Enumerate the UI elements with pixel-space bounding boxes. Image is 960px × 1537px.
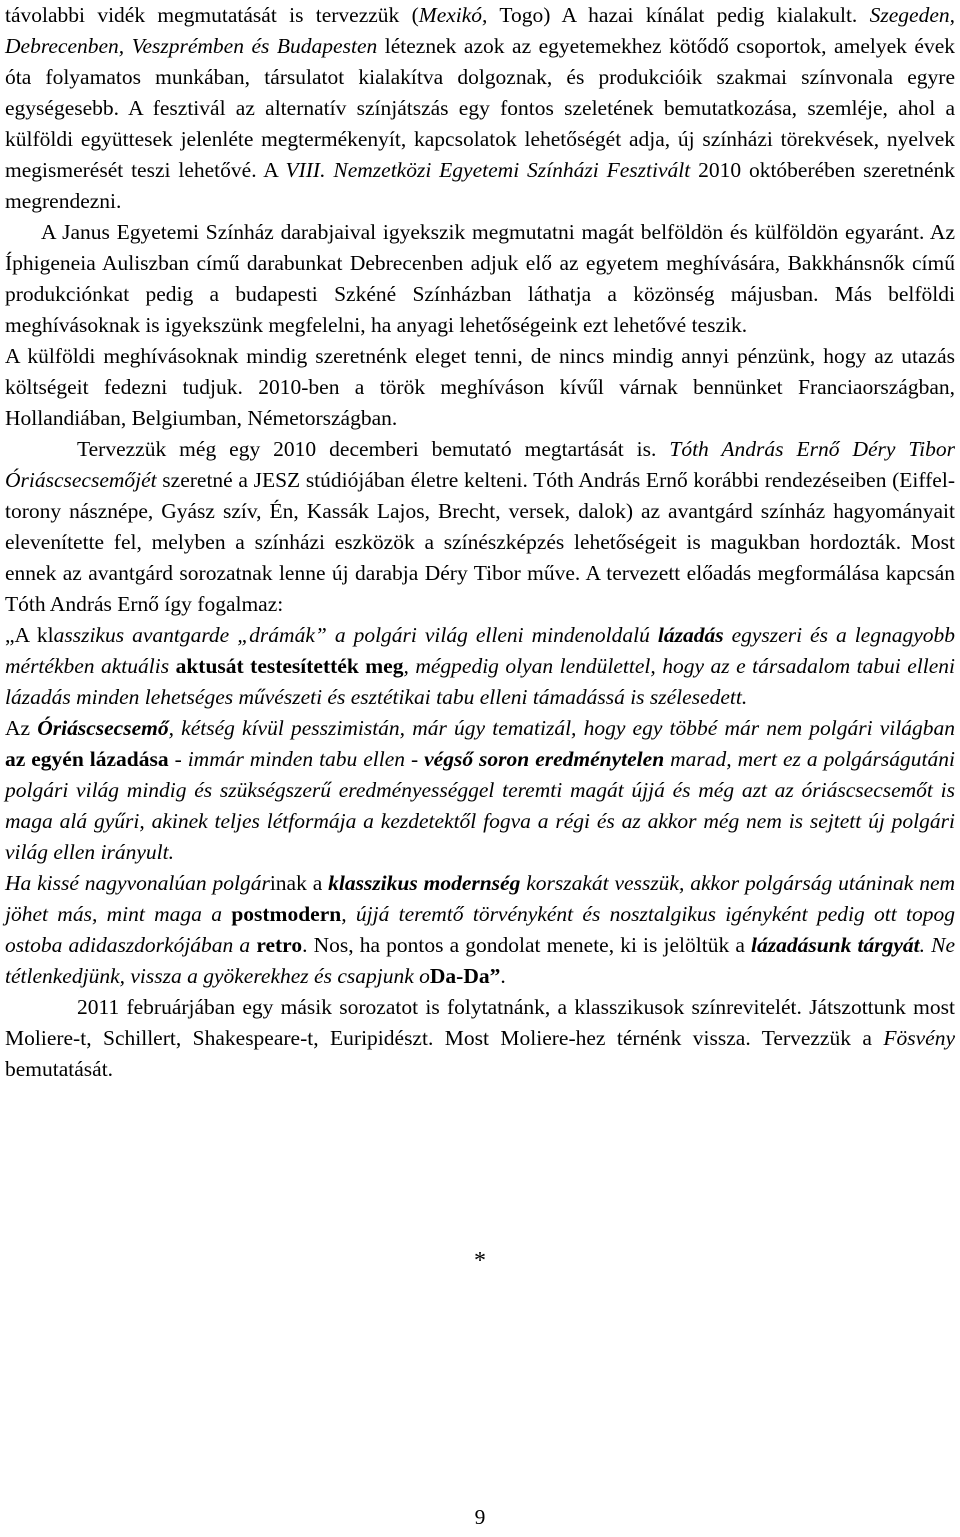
text-run: Tervezzük még egy 2010 decemberi bemutató megtartását is. [77,437,670,461]
text-run-italic: marad, mert ez a polgárságutáni polgári világ mindig és szükségszerű eredményességgel teremti magát újjá és még azt az óriáscsecsemőt is maga alá gyűri, akinek teljes létformája a kezdetektől fogva a régi és az akkor még nem is sejtett új polgári világ ellen irányult. [5,747,955,864]
text-run: . Nos, ha pontos a gondolat menete, ki is jelöltük a [302,933,751,957]
text-run: 2011 februárjában egy másik sorozatot is folytatnánk, a klasszikusok színrevitelét. Játszottunk most Moliere-t, Schillert, Shakespeare-t, Euripidészt. Most Moliere-hez térnénk vissza. Tervezzük a [5,995,955,1050]
text-run-italic: - immár minden tabu ellen - [168,747,425,771]
text-run-bold-italic: klasszikus modernség [328,871,521,895]
text-run-bold: postmodern [231,902,342,926]
quote-paragraph-2 [5,713,955,868]
text-run-bold: Da-Da” [429,964,501,988]
text-run-italic: . Ne tétlenkedjünk, vissza a gyökerekhez és csapjunk o [5,933,955,988]
text-run-italic: Nemzetközi Egyetemi Színházi Fesztivált [333,158,691,182]
text-run-italic: Tóth András Ernő Déry Tibor Óriáscsecsemőjét [5,437,955,492]
paragraph-festival [5,0,955,217]
paragraph-classics-series [5,992,955,1085]
text-run-italic: , mégpedig olyan lendülettel, hogy az e társadalom tabui elleni lázadás minden lehetséges művészeti és esztétikai tabu elleni támadássá is szélesedett. [5,654,955,709]
text-run-bold-italic: lázadás [657,623,724,647]
text-run-italic: VIII. [285,158,326,182]
document-body [5,0,955,1085]
text-run-bold-italic: Óriáscsecsemő [37,716,169,740]
paragraph-foreign-invitations: A külföldi meghívásoknak mindig szeretnénk eleget tenni, de nincs mindig annyi pénzünk, hogy az utazás költségeit fedezni tudjuk. 2010-ben a török meghíváson kívűl várnak bennünket Franciaországban, Hollandiában, Belgiumban, Németországban. [5,344,955,430]
text-run: . [500,964,506,988]
paragraph-janus: A Janus Egyetemi Színház darabjaival igyekszik megmutatni magát belföldön és külföldön egyaránt. Az Íphigeneia Auliszban című darabunkat Debrecenben adjuk elő az egyetem meghívására, Bakkhánsnők című produkciónkat pedig a budapesti Szkéné Színházban láthatja a közönség májusban. Más belföldi meghívásoknak is igyekszünk megfelelni, ha anyagi lehetőségeink ezt lehetővé teszik. [5,220,955,337]
text-run-bold-italic: végső soron eredménytelen [424,747,665,771]
text-run-italic: Fösvény [883,1026,955,1050]
text-run: 2010 októberében szeretnénk megrendezni. [5,158,956,213]
text-run-italic: korszakát vesszük, akkor polgárság utáninak nem jöhet más, mint maga a [5,871,956,926]
section-separator: * [474,1248,486,1274]
text-run: szeretné a JESZ stúdiójában életre kelteni. Tóth András Ernő korábbi rendezéseiben (Eiffel-torony násznépe, Gyász szív, Én, Kassák Lajos, Brecht, versek, dalok) az avantgárd színház hagyományait elevenítette fel, melyben a színházi eszközök a színészképzés lehetőségeit is magukban hordozták. Most ennek az avantgárd sorozatnak lenne új darabja Déry Tibor műve. A tervezett előadás megformálása kapcsán Tóth András Ernő így fogalmaz: [5,468,955,616]
text-run: Az [5,716,38,740]
text-run-italic: asszikus avantgarde „drámák” a polgári világ elleni mindenoldalú [53,623,658,647]
text-run: Togo) A hazai kínálat pedig kialakult. [487,3,870,27]
page-number: 9 [474,1505,486,1529]
text-run: bemutatását. [5,1057,114,1081]
text-run: inak a [269,871,329,895]
paragraph-december-premiere [5,434,955,620]
text-run-italic: , újjá teremtő törvényként és nosztalgikus igényként pedig ott topog ostoba adidaszdorkójában a [5,902,955,957]
text-run-italic: Mexikó, [418,3,488,27]
text-run-bold: az egyén lázadása [5,747,169,771]
text-run-bold-italic: lázadásunk tárgyát [751,933,920,957]
text-run-italic: egyszeri és a legnagyobb mértékben aktuális [5,623,956,678]
text-run: léteznek azok az egyetemekhez kötődő csoportok, amelyek évek óta folyamatos munkában, társulatot kialakítva dolgoznak, és produkcióik szakmai színvonala egyre egységesebb. A fesztivál az alternatív színjátszás egy fontos szeletének bemutatkozása, szemléje, ahol a külföldi együttesek jelenléte megtermékenyít, kapcsolatok lehetőségét adja, új színházi törekvések, nyelvek megismerését teszi lehetővé. A [5,34,955,182]
text-run: „A kl [5,623,54,647]
text-run-italic: , kétség kívül pesszimistán, már úgy tematizál, hogy egy többé már nem polgári világban [168,716,955,740]
quote-paragraph-3 [5,868,955,992]
text-run-bold: retro [256,933,303,957]
text-run-bold: aktusát testesítették meg [175,654,404,678]
text-run-italic: Ha kissé nagyvonalúan polgár [5,871,270,895]
text-run: távolabbi vidék megmutatását is tervezzük ( [5,3,419,27]
quote-paragraph-1 [5,620,955,713]
text-run-italic: Szegeden, Debrecenben, Veszprémben és Budapesten [5,3,955,58]
